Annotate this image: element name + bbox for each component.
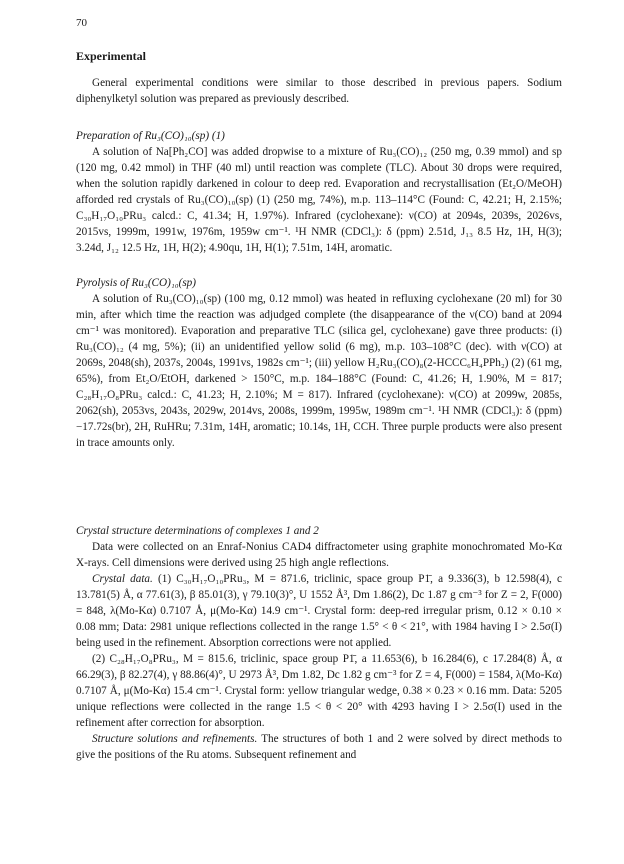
preparation-body: A solution of Na[Ph₂CO] was added dropwise to a mixture of Ru₃(CO)₁₂ (250 mg, 0.39 mmol) and sp (120 mg, 0.42 mmol) in THF (40 ml) until reaction was complete (TLC). About 30 drops were required, when the solution rapidly darkened in colour to deep red. Evaporation and recrystallisation (Et₂O/MeOH) afforded red crystals of Ru₃(CO)₁₀(sp) (1) (250 mg, 74%), m.p. 113–114°C (Found: C, 42.21; H, 2.15%; C₃₀H₁₇O₁₀PRu₃ calcd.: C, 41.34; H, 1.97%). Infrared (cyclohexane): ν(CO) at 2094s, 2039s, 2026vs, 2015vs, 1999m, 1991w, 1976m, 1959w cm⁻¹. ¹H NMR (CDCl₃): δ (ppm) 2.51d, J₁₃ 8.5 Hz, 1H, H(3); 3.24d, J₁₂ 12.5 Hz, 1H, H(2); 4.90qu, 1H, H(1); 7.51m, 14H, aromatic. xyxy=(76,146,562,254)
structure-solution xyxy=(76,731,562,763)
crystal-title: Crystal structure determinations of complexes 1 and 2 xyxy=(76,525,319,537)
intro-paragraph xyxy=(76,75,562,107)
crystal-data-label: Crystal data. xyxy=(92,573,153,585)
pyrolysis-section xyxy=(76,275,562,451)
crystal-paragraph-1: Data were collected on an Enraf-Nonius CAD4 diffractometer using graphite monochromated Mo-Kα X-rays. Cell dimensions were derived using 25 high angle reflections. xyxy=(76,541,562,569)
intro-text: General experimental conditions were similar to those described in previous papers. Sodium diphenylketyl solution was prepared as previously described. xyxy=(76,77,562,105)
crystal-data-1-text: (1) C₃₀H₁₇O₁₀PRu₃, M = 871.6, triclinic, space group P1̄, a 9.336(3), b 12.598(4), c 13.781(5) Å, α 77.61(3), β 85.01(3), γ 79.10(3)°, U 1552 Å³, Dm 1.86(2), Dc 1.87 g cm⁻³ for Z = 2, F(000) = 848, λ(Mo-Kα) 0.7107 Å, μ(Mo-Kα) 14.9 cm⁻¹. Crystal form: deep-red irregular prism, 0.12 × 0.10 × 0.08 mm; Data: 2981 unique reflections collected in the range 1.5° < θ < 21°, with 1984 having I > 2.5σ(I) being used in the refinement. Absorption corrections were not applied. xyxy=(76,573,562,649)
crystal-data-2: (2) C₂₈H₁₇O₈PRu₃, M = 815.6, triclinic, space group P1̄, a 11.653(6), b 16.284(6), c 17.284(8) Å, α 66.29(3), β 82.27(4), γ 88.86(4)°, U 2973 Å³, Dm 1.82, Dc 1.82 g cm⁻³ for Z = 4, F(000) = 1584, λ(Mo-Kα) 0.7107 Å, μ(Mo-Kα) 15.4 cm⁻¹. Crystal form: yellow triangular wedge, 0.38 × 0.23 × 0.16 mm. Data: 5205 unique reflections were collected in the range 1.5 < θ < 20° with 4293 having I > 2.5σ(I) used in the refinement after correction for absorption. xyxy=(76,653,562,729)
section-heading: Experimental xyxy=(76,49,146,63)
crystal-data-1 xyxy=(76,571,562,651)
structure-solution-label: Structure solutions and refinements. xyxy=(92,733,258,745)
structure-solution-text: The structures of both 1 and 2 were solved by direct methods to give the positions of the Ru atoms. Subsequent refinement and xyxy=(76,733,562,761)
page-number: 70 xyxy=(76,17,87,29)
pyrolysis-title: Pyrolysis of Ru₃(CO)₁₀(sp) xyxy=(76,277,197,289)
preparation-title: Preparation of Ru₃(CO)₁₀(sp) (1) xyxy=(76,130,225,142)
crystal-section xyxy=(76,523,562,763)
pyrolysis-body: A solution of Ru₃(CO)₁₀(sp) (100 mg, 0.12 mmol) was heated in refluxing cyclohexane (20 ml) for 30 min, after which time the reaction was adjudged complete (the disappearance of the ν(CO) band at 2094 cm⁻¹ was monitored). Evaporation and preparative TLC (silica gel, cyclohexane) gave three products: (i) Ru₃(CO)₁₂ (4 mg, 5%); (ii) an unidentified yellow solid (6 mg), m.p. 103–108°C (dec). with ν(CO) at 2069s, 2048(sh), 2037s, 2004s, 1991vs, 1982s cm⁻¹; (iii) yellow H₂Ru₃(CO)₈(2-HCCC₆H₄PPh₂) (2) (61 mg, 65%), from Et₂O/EtOH, darkened > 150°C, m.p. 184–188°C (Found: C, 41.26; H, 1.90%, M = 817; C₂₈H₁₇O₈PRu₃ calcd.: C, 41.23; H, 2.10%; M = 817). Infrared (cyclohexane): ν(CO) at 2099w, 2085s, 2062(sh), 2053vs, 2043s, 2029w, 2014vs, 2008s, 1999m, 1995w, 1989m cm⁻¹. ¹H NMR (CDCl₃): δ (ppm) −17.72s(br), 2H, RuHRu; 7.31m, 14H, aromatic; 10.14s, 1H, CCH. Three purple products were also present in trace amounts only. xyxy=(76,293,562,449)
preparation-section xyxy=(76,128,562,256)
